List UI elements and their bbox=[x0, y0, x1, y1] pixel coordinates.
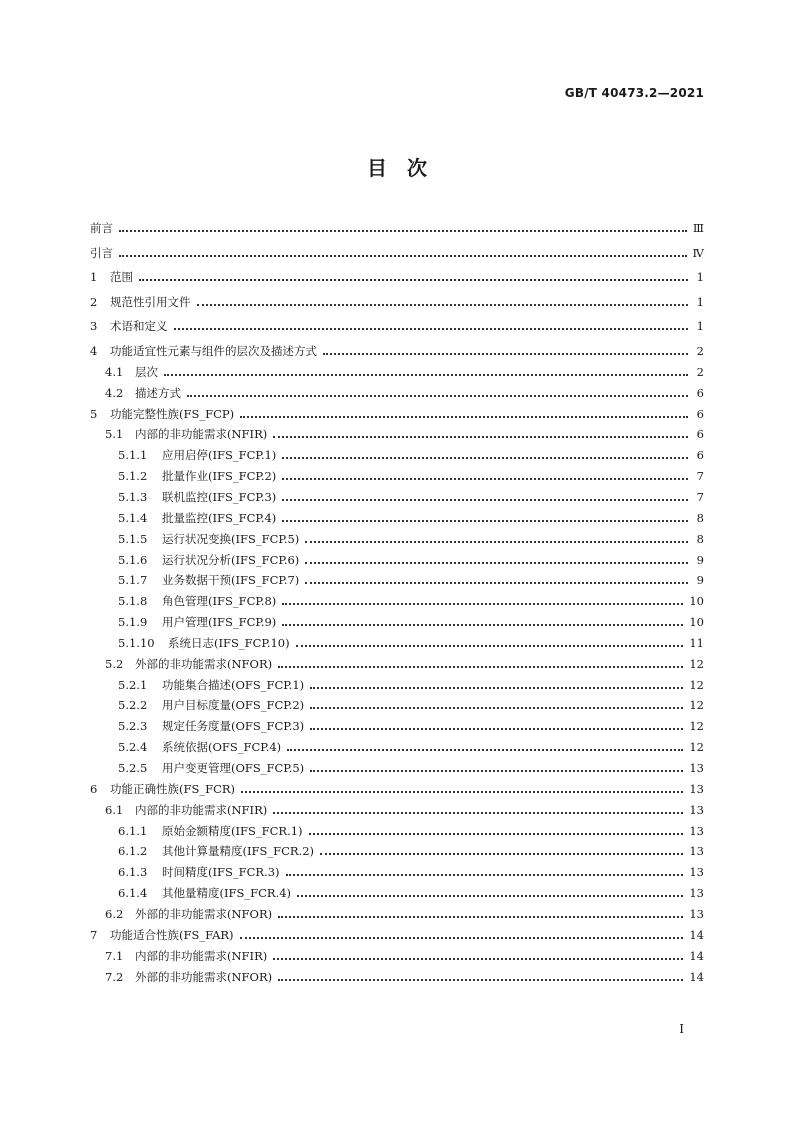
dot-leader bbox=[282, 624, 683, 626]
toc-entry[interactable] bbox=[90, 243, 704, 263]
toc-entry[interactable] bbox=[90, 550, 704, 570]
dot-leader bbox=[323, 353, 688, 355]
toc-entry[interactable] bbox=[90, 967, 704, 987]
dot-leader bbox=[310, 687, 683, 689]
toc-entry-page: 10 bbox=[689, 594, 704, 609]
toc-entry-page: 9 bbox=[696, 552, 704, 567]
toc-entry-number: 5.2.1 bbox=[118, 677, 148, 692]
dot-leader bbox=[282, 457, 688, 459]
toc-entry-title: 引言 bbox=[90, 245, 113, 260]
toc-entry-page: 6 bbox=[696, 385, 704, 400]
toc-entry-title: 业务数据干预(IFS_FCP.7) bbox=[162, 573, 300, 588]
toc-entry[interactable] bbox=[90, 883, 704, 903]
toc-entry-page: 9 bbox=[696, 573, 704, 588]
toc-entry-page: 13 bbox=[689, 865, 704, 880]
toc-entry-title: 运行状况变换(IFS_FCP.5) bbox=[162, 531, 300, 546]
toc-entry-title: 功能适合性族(FS_FAR) bbox=[110, 927, 234, 942]
dot-leader bbox=[296, 645, 684, 647]
toc-entry-title: 前言 bbox=[90, 221, 113, 235]
dot-leader bbox=[197, 304, 689, 306]
toc-entry-number: 5.1.9 bbox=[118, 615, 148, 630]
toc-entry-page: Ⅲ bbox=[692, 221, 704, 235]
toc-entry-page: 7 bbox=[696, 489, 704, 504]
toc-entry[interactable] bbox=[90, 821, 704, 841]
dot-leader bbox=[305, 582, 688, 584]
dot-leader bbox=[310, 728, 683, 730]
toc-entry-number: 7.2 bbox=[105, 969, 124, 984]
toc-entry[interactable] bbox=[90, 341, 704, 361]
toc-entry-page: 2 bbox=[696, 364, 704, 379]
toc-entry-title: 外部的非功能需求(NFOR) bbox=[135, 656, 273, 671]
toc-entry[interactable] bbox=[90, 218, 704, 238]
toc-entry-page: 10 bbox=[689, 615, 704, 630]
toc-entry-number: 5.1.6 bbox=[118, 552, 148, 567]
toc-entry[interactable] bbox=[90, 529, 704, 549]
toc-entry-page: 13 bbox=[689, 906, 704, 921]
toc-entry-title: 其他计算量精度(IFS_FCR.2) bbox=[162, 844, 315, 859]
dot-leader bbox=[273, 436, 688, 438]
dot-leader bbox=[287, 749, 683, 751]
dot-leader bbox=[282, 603, 683, 605]
toc-entry-number: 6 bbox=[90, 781, 98, 796]
toc-entry[interactable] bbox=[90, 800, 704, 820]
toc-entry-number: 4.2 bbox=[105, 385, 124, 400]
toc-entry-title: 应用启停(IFS_FCP.1) bbox=[162, 448, 277, 463]
toc-entry-title: 批量监控(IFS_FCP.4) bbox=[162, 510, 277, 525]
toc-entry-title: 原始金额精度(IFS_FCR.1) bbox=[162, 823, 303, 838]
dot-leader bbox=[310, 707, 683, 709]
toc-entry-page: 13 bbox=[689, 802, 704, 817]
toc-entry[interactable] bbox=[90, 508, 704, 528]
toc-entry[interactable] bbox=[90, 737, 704, 757]
toc-entry-page: 6 bbox=[696, 406, 704, 421]
toc-entry[interactable] bbox=[90, 445, 704, 465]
toc-entry-number: 1 bbox=[90, 270, 98, 285]
toc-entry-page: 13 bbox=[689, 886, 704, 901]
toc-entry-title: 时间精度(IFS_FCR.3) bbox=[162, 865, 280, 880]
dot-leader bbox=[278, 979, 683, 981]
toc-entry-number: 6.1 bbox=[105, 802, 124, 817]
toc-entry-title: 术语和定义 bbox=[110, 319, 168, 334]
dot-leader bbox=[273, 958, 683, 960]
toc-entry-page: 12 bbox=[689, 656, 704, 671]
dot-leader bbox=[240, 416, 688, 418]
toc-entry-page: 1 bbox=[696, 270, 704, 285]
toc-entry-number: 5.1.5 bbox=[118, 531, 148, 546]
toc-entry[interactable] bbox=[90, 946, 704, 966]
toc-entry-page: 7 bbox=[696, 469, 704, 484]
toc-entry-title: 功能完整性族(FS_FCP) bbox=[110, 406, 235, 421]
toc-entry-title: 角色管理(IFS_FCP.8) bbox=[162, 594, 277, 609]
dot-leader bbox=[282, 499, 688, 501]
page-title: 目 次 bbox=[367, 156, 427, 180]
dot-leader bbox=[286, 874, 684, 876]
toc-entry-title: 层次 bbox=[135, 364, 158, 379]
toc-entry-page: 2 bbox=[696, 344, 704, 358]
toc-entry-number: 5.2.2 bbox=[118, 698, 148, 713]
page-number: I bbox=[679, 1022, 684, 1036]
toc-entry[interactable] bbox=[90, 612, 704, 632]
toc-entry-page: 14 bbox=[689, 927, 704, 942]
toc-entry-page: 13 bbox=[689, 781, 704, 796]
toc-entry-number: 5.1.10 bbox=[118, 635, 155, 650]
toc-entry-number: 3 bbox=[90, 319, 98, 334]
toc-entry-title: 功能正确性族(FS_FCR) bbox=[110, 781, 236, 796]
toc-entry[interactable] bbox=[90, 758, 704, 778]
toc-entry[interactable] bbox=[90, 675, 704, 695]
dot-leader bbox=[241, 791, 683, 793]
toc-entry-number: 5.1.7 bbox=[118, 573, 148, 588]
toc-entry-number: 5.1.4 bbox=[118, 510, 148, 525]
toc-entry-page: 12 bbox=[689, 677, 704, 692]
toc-entry-number: 5.2.4 bbox=[118, 740, 148, 755]
toc-entry[interactable] bbox=[90, 841, 704, 861]
toc-entry[interactable] bbox=[90, 404, 704, 424]
toc-entry-page: 14 bbox=[689, 948, 704, 963]
dot-leader bbox=[282, 520, 688, 522]
dot-leader bbox=[240, 937, 684, 939]
standard-code: GB/T 40473.2—2021 bbox=[564, 86, 704, 100]
toc-entry-page: 6 bbox=[696, 448, 704, 463]
toc-entry-number: 7.1 bbox=[105, 948, 124, 963]
toc-entry[interactable] bbox=[90, 267, 704, 287]
dot-leader bbox=[305, 562, 688, 564]
toc-entry[interactable] bbox=[90, 292, 704, 312]
toc-entry-number: 4.1 bbox=[105, 364, 124, 379]
toc-entry[interactable] bbox=[90, 424, 704, 444]
toc-entry-page: 11 bbox=[689, 635, 704, 650]
toc-entry-number: 6.2 bbox=[105, 906, 124, 921]
toc-entry-page: 1 bbox=[696, 319, 704, 334]
toc-entry[interactable] bbox=[90, 383, 704, 403]
toc-entry[interactable] bbox=[90, 925, 704, 945]
dot-leader bbox=[309, 833, 684, 835]
toc-entry[interactable] bbox=[90, 362, 704, 382]
toc-entry-title: 内部的非功能需求(NFIR) bbox=[135, 948, 268, 963]
toc-entry-page: 1 bbox=[696, 294, 704, 309]
toc-entry-page: 14 bbox=[689, 969, 704, 984]
toc-entry-number: 6.1.2 bbox=[118, 844, 148, 859]
toc-entry-title: 范围 bbox=[110, 270, 133, 285]
toc-entry[interactable] bbox=[90, 654, 704, 674]
toc-entry-title: 系统依据(OFS_FCP.4) bbox=[162, 740, 282, 755]
toc-entry-number: 2 bbox=[90, 294, 98, 309]
toc-entry[interactable] bbox=[90, 904, 704, 924]
toc-entry-number: 4 bbox=[90, 344, 98, 358]
toc-entry-page: 12 bbox=[689, 740, 704, 755]
toc-entry-number: 5.2.3 bbox=[118, 719, 148, 734]
toc-entry-number: 6.1.4 bbox=[118, 886, 148, 901]
toc-entry[interactable] bbox=[90, 487, 704, 507]
toc-entry-number: 5.2 bbox=[105, 656, 124, 671]
toc-entry-title: 规范性引用文件 bbox=[110, 294, 191, 309]
toc-entry-title: 联机监控(IFS_FCP.3) bbox=[162, 489, 277, 504]
toc-entry[interactable] bbox=[90, 633, 704, 653]
toc-entry[interactable] bbox=[90, 695, 704, 715]
dot-leader bbox=[310, 770, 683, 772]
toc-entry-number: 5 bbox=[90, 406, 98, 421]
toc-entry[interactable] bbox=[90, 591, 704, 611]
toc-entry-page: 13 bbox=[689, 823, 704, 838]
dot-leader bbox=[187, 395, 688, 397]
toc-entry-number: 5.1.2 bbox=[118, 469, 148, 484]
dot-leader bbox=[278, 666, 683, 668]
toc-entry-title: 内部的非功能需求(NFIR) bbox=[135, 802, 268, 817]
dot-leader bbox=[305, 541, 688, 543]
toc-entry-title: 外部的非功能需求(NFOR) bbox=[135, 906, 273, 921]
toc-entry-page: 12 bbox=[689, 719, 704, 734]
toc-entry-title: 运行状况分析(IFS_FCP.6) bbox=[162, 552, 300, 567]
toc-entry-number: 5.1.1 bbox=[118, 448, 148, 463]
toc-entry-title: 用户管理(IFS_FCP.9) bbox=[162, 615, 277, 630]
toc-entry-title: 功能集合描述(OFS_FCP.1) bbox=[162, 677, 305, 692]
toc-entry-number: 5.1 bbox=[105, 427, 124, 442]
toc-entry-title: 功能适宜性元素与组件的层次及描述方式 bbox=[110, 344, 317, 358]
toc-entry-page: 8 bbox=[696, 510, 704, 525]
toc-entry-title: 外部的非功能需求(NFOR) bbox=[135, 969, 273, 984]
dot-leader bbox=[139, 279, 688, 281]
toc-entry[interactable] bbox=[90, 570, 704, 590]
dot-leader bbox=[282, 478, 688, 480]
toc-entry[interactable] bbox=[90, 316, 704, 336]
dot-leader bbox=[119, 230, 687, 232]
toc-entry-page: 12 bbox=[689, 698, 704, 713]
dot-leader bbox=[164, 374, 688, 376]
toc-entry-page: 13 bbox=[689, 761, 704, 775]
dot-leader bbox=[174, 328, 689, 330]
toc-entry-number: 5.2.5 bbox=[118, 761, 148, 775]
toc-entry-number: 7 bbox=[90, 927, 98, 942]
toc-entry-title: 系统日志(IFS_FCP.10) bbox=[168, 635, 290, 650]
toc-entry-number: 5.1.3 bbox=[118, 489, 148, 504]
toc-entry-title: 其他量精度(IFS_FCR.4) bbox=[162, 886, 292, 901]
dot-leader bbox=[297, 895, 683, 897]
toc-entry-page: 8 bbox=[696, 531, 704, 546]
toc-entry[interactable] bbox=[90, 862, 704, 882]
toc-entry[interactable] bbox=[90, 779, 704, 799]
toc-entry[interactable] bbox=[90, 716, 704, 736]
toc-entry[interactable] bbox=[90, 466, 704, 486]
toc-entry-number: 6.1.3 bbox=[118, 865, 148, 880]
toc-entry-title: 批量作业(IFS_FCP.2) bbox=[162, 469, 277, 484]
toc-entry-number: 6.1.1 bbox=[118, 823, 148, 838]
toc-entry-title: 用户目标度量(OFS_FCP.2) bbox=[162, 698, 305, 713]
toc-entry-title: 用户变更管理(OFS_FCP.5) bbox=[162, 761, 305, 775]
dot-leader bbox=[320, 853, 683, 855]
toc-entry-title: 内部的非功能需求(NFIR) bbox=[135, 427, 268, 442]
dot-leader bbox=[119, 255, 687, 257]
toc-entry-number: 5.1.8 bbox=[118, 594, 148, 609]
toc-entry-page: Ⅳ bbox=[692, 245, 704, 260]
toc-entry-title: 描述方式 bbox=[135, 385, 181, 400]
dot-leader bbox=[273, 812, 683, 814]
toc-entry-page: 13 bbox=[689, 844, 704, 859]
dot-leader bbox=[278, 916, 683, 918]
toc-entry-title: 规定任务度量(OFS_FCP.3) bbox=[162, 719, 305, 734]
toc-entry-page: 6 bbox=[696, 427, 704, 442]
